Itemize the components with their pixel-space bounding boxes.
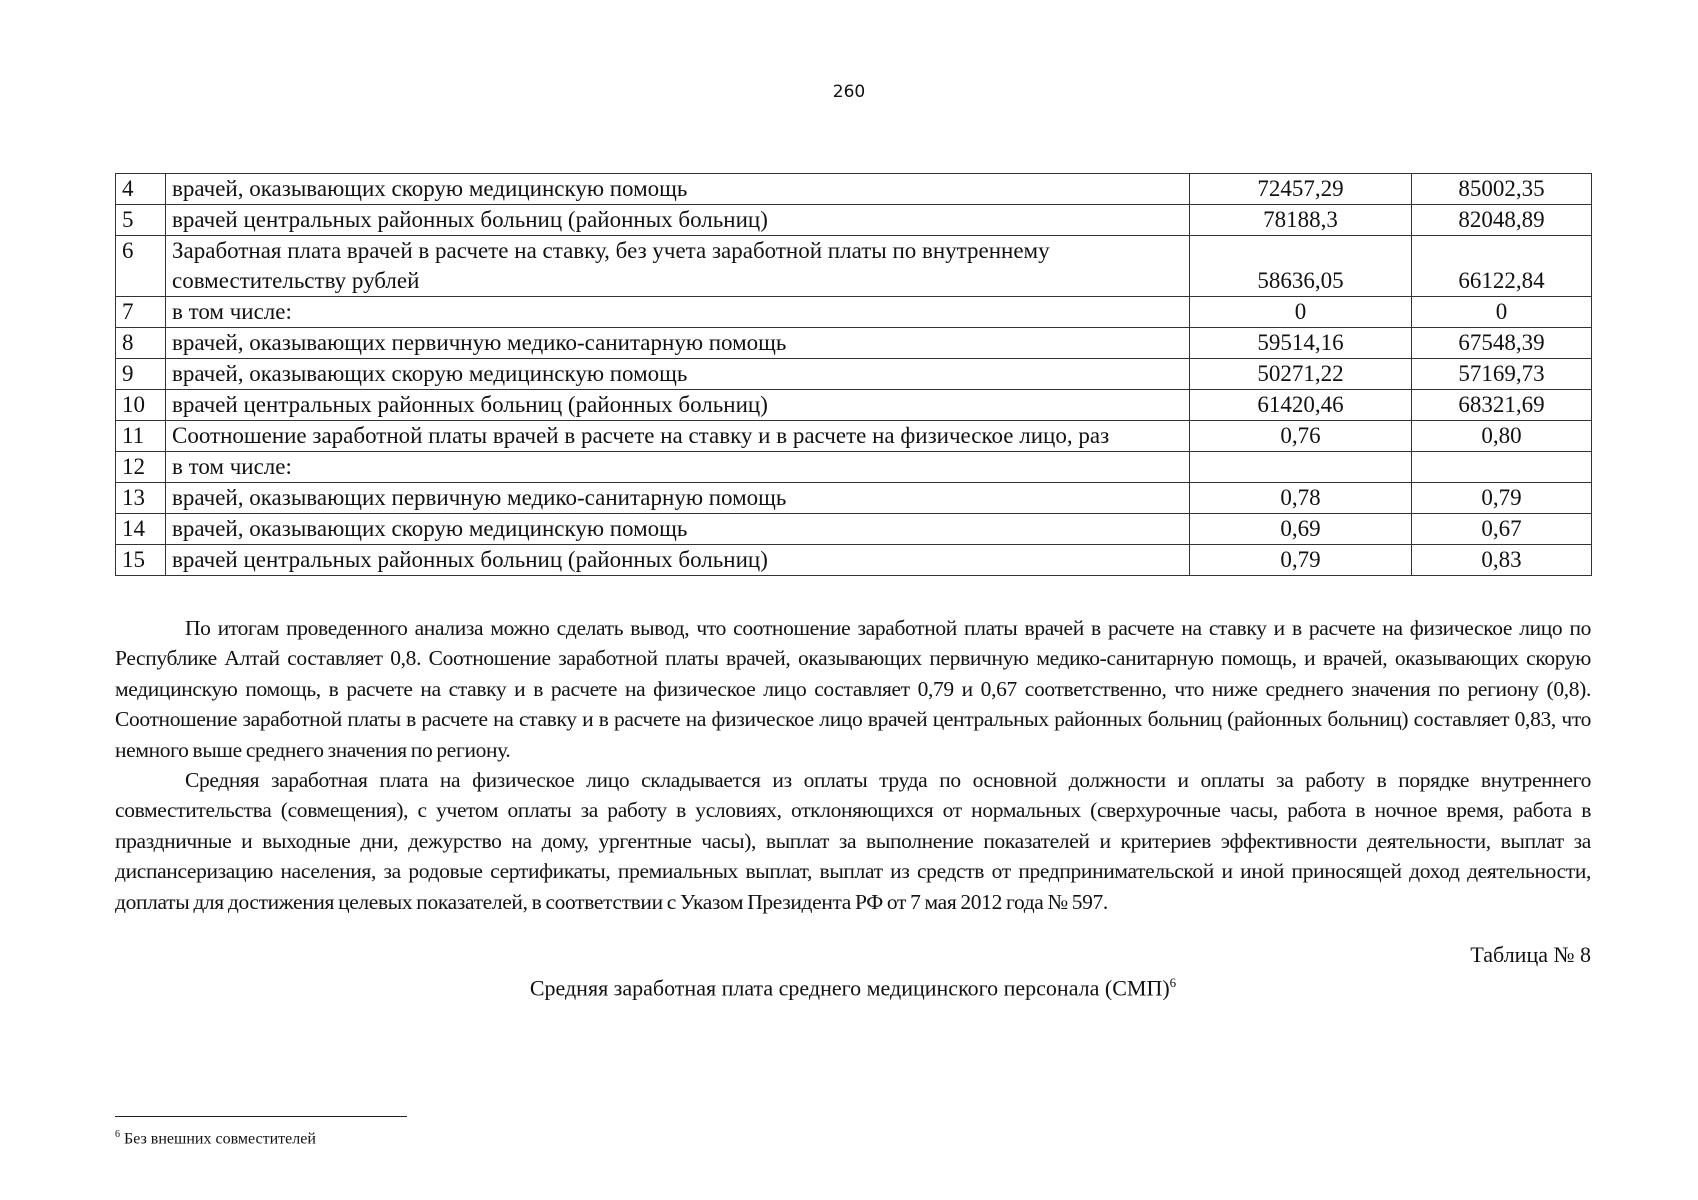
row-value-1: 0,79 [1190, 545, 1412, 576]
row-number: 6 [116, 236, 166, 297]
row-value-1: 78188,3 [1190, 205, 1412, 236]
salary-ratio-table [115, 173, 1592, 576]
table-row [116, 236, 1592, 297]
footnote [115, 1129, 316, 1148]
row-label: врачей, оказывающих первичную медико-санитарную помощь [166, 328, 1190, 359]
row-value-2: 68321,69 [1412, 390, 1592, 421]
footnote-text: Без внешних совместителей [124, 1130, 316, 1148]
table-title [115, 975, 1591, 1001]
row-value-1: 50271,22 [1190, 359, 1412, 390]
table-number-label: Таблица № 8 [1470, 942, 1591, 967]
table-row [116, 545, 1592, 576]
row-number: 13 [116, 483, 166, 514]
row-number: 11 [116, 421, 166, 452]
row-value-1 [1190, 452, 1412, 483]
table-row [116, 174, 1592, 205]
row-label: врачей, оказывающих скорую медицинскую помощь [166, 514, 1190, 545]
body-text [115, 613, 1591, 917]
row-label: в том числе: [166, 452, 1190, 483]
row-value-1: 0,69 [1190, 514, 1412, 545]
row-value-2: 66122,84 [1412, 236, 1592, 297]
row-value-2 [1412, 452, 1592, 483]
row-number: 8 [116, 328, 166, 359]
row-number: 10 [116, 390, 166, 421]
paragraph-salary-composition: Средняя заработная плата на физическое лицо складывается из оплаты труда по основной должности и оплаты за работу в порядке внутреннего совместительства (совмещения), с учетом оплаты за работу в условиях, отклоняющихся от нормальных (сверхурочные часы, работа в ночное время, работа в праздничные и выходные дни, дежурство на дому, ургентные часы), выплат за выполнение показателей и критериев эффективности деятельности, выплат за диспансеризацию населения, за родовые сертификаты, премиальных выплат, выплат из средств от предпринимательской и иной приносящей доход деятельности, доплаты для достижения целевых показателей, в соответствии с Указом Президента РФ от 7 мая 2012 года № 597. [115, 768, 1591, 914]
row-number: 14 [116, 514, 166, 545]
footnote-divider [115, 1116, 407, 1117]
row-value-2: 67548,39 [1412, 328, 1592, 359]
row-label: врачей, оказывающих скорую медицинскую помощь [166, 359, 1190, 390]
row-value-2: 0,80 [1412, 421, 1592, 452]
row-value-2: 57169,73 [1412, 359, 1592, 390]
row-label: Заработная плата врачей в расчете на ставку, без учета заработной платы по внутреннему совместительству рублей [166, 236, 1190, 297]
row-value-2: 0 [1412, 297, 1592, 328]
row-label: врачей центральных районных больниц (районных больниц) [166, 545, 1190, 576]
row-label: врачей центральных районных больниц (районных больниц) [166, 390, 1190, 421]
row-number: 12 [116, 452, 166, 483]
row-label: врачей центральных районных больниц (районных больниц) [166, 205, 1190, 236]
row-label: врачей, оказывающих первичную медико-санитарную помощь [166, 483, 1190, 514]
table-row [116, 205, 1592, 236]
table-row [116, 514, 1592, 545]
table-row [116, 359, 1592, 390]
row-value-2: 0,79 [1412, 483, 1592, 514]
row-number: 9 [116, 359, 166, 390]
row-label: Соотношение заработной платы врачей в расчете на ставку и в расчете на физическое лицо, раз [166, 421, 1190, 452]
row-number: 15 [116, 545, 166, 576]
row-label: в том числе: [166, 297, 1190, 328]
table-title-text: Средняя заработная плата среднего медицинского персонала (СМП) [529, 975, 1170, 1001]
table-row [116, 452, 1592, 483]
row-value-2: 0,83 [1412, 545, 1592, 576]
row-value-2: 0,67 [1412, 514, 1592, 545]
row-value-1: 58636,05 [1190, 236, 1412, 297]
row-value-1: 0 [1190, 297, 1412, 328]
row-label: врачей, оказывающих скорую медицинскую помощь [166, 174, 1190, 205]
footnote-marker: 6 [115, 1129, 120, 1140]
table-row [116, 421, 1592, 452]
row-number: 7 [116, 297, 166, 328]
page-number: 260 [832, 82, 866, 102]
row-value-1: 0,76 [1190, 421, 1412, 452]
table-row [116, 328, 1592, 359]
row-number: 5 [116, 205, 166, 236]
table-row [116, 297, 1592, 328]
row-value-1: 59514,16 [1190, 328, 1412, 359]
row-number: 4 [116, 174, 166, 205]
row-value-1: 61420,46 [1190, 390, 1412, 421]
table-row [116, 483, 1592, 514]
row-value-2: 82048,89 [1412, 205, 1592, 236]
table-row [116, 390, 1592, 421]
row-value-1: 72457,29 [1190, 174, 1412, 205]
paragraph-conclusion: По итогам проведенного анализа можно сделать вывод, что соотношение заработной платы врачей в расчете на ставку и в расчете на физическое лицо по Республике Алтай составляет 0,8. Соотношение заработной платы врачей, оказывающих первичную медико-санитарную помощь, и врачей, оказывающих скорую медицинскую помощь, в расчете на ставку и в расчете на физическое лицо составляет 0,79 и 0,67 соответственно, что ниже среднего значения по региону (0,8). Соотношение заработной платы в расчете на ставку и в расчете на физическое лицо врачей центральных районных больниц (районных больниц) составляет 0,83, что немного выше среднего значения по региону. [115, 616, 1591, 762]
row-value-2: 85002,35 [1412, 174, 1592, 205]
row-value-1: 0,78 [1190, 483, 1412, 514]
footnote-reference: 6 [1169, 975, 1177, 990]
